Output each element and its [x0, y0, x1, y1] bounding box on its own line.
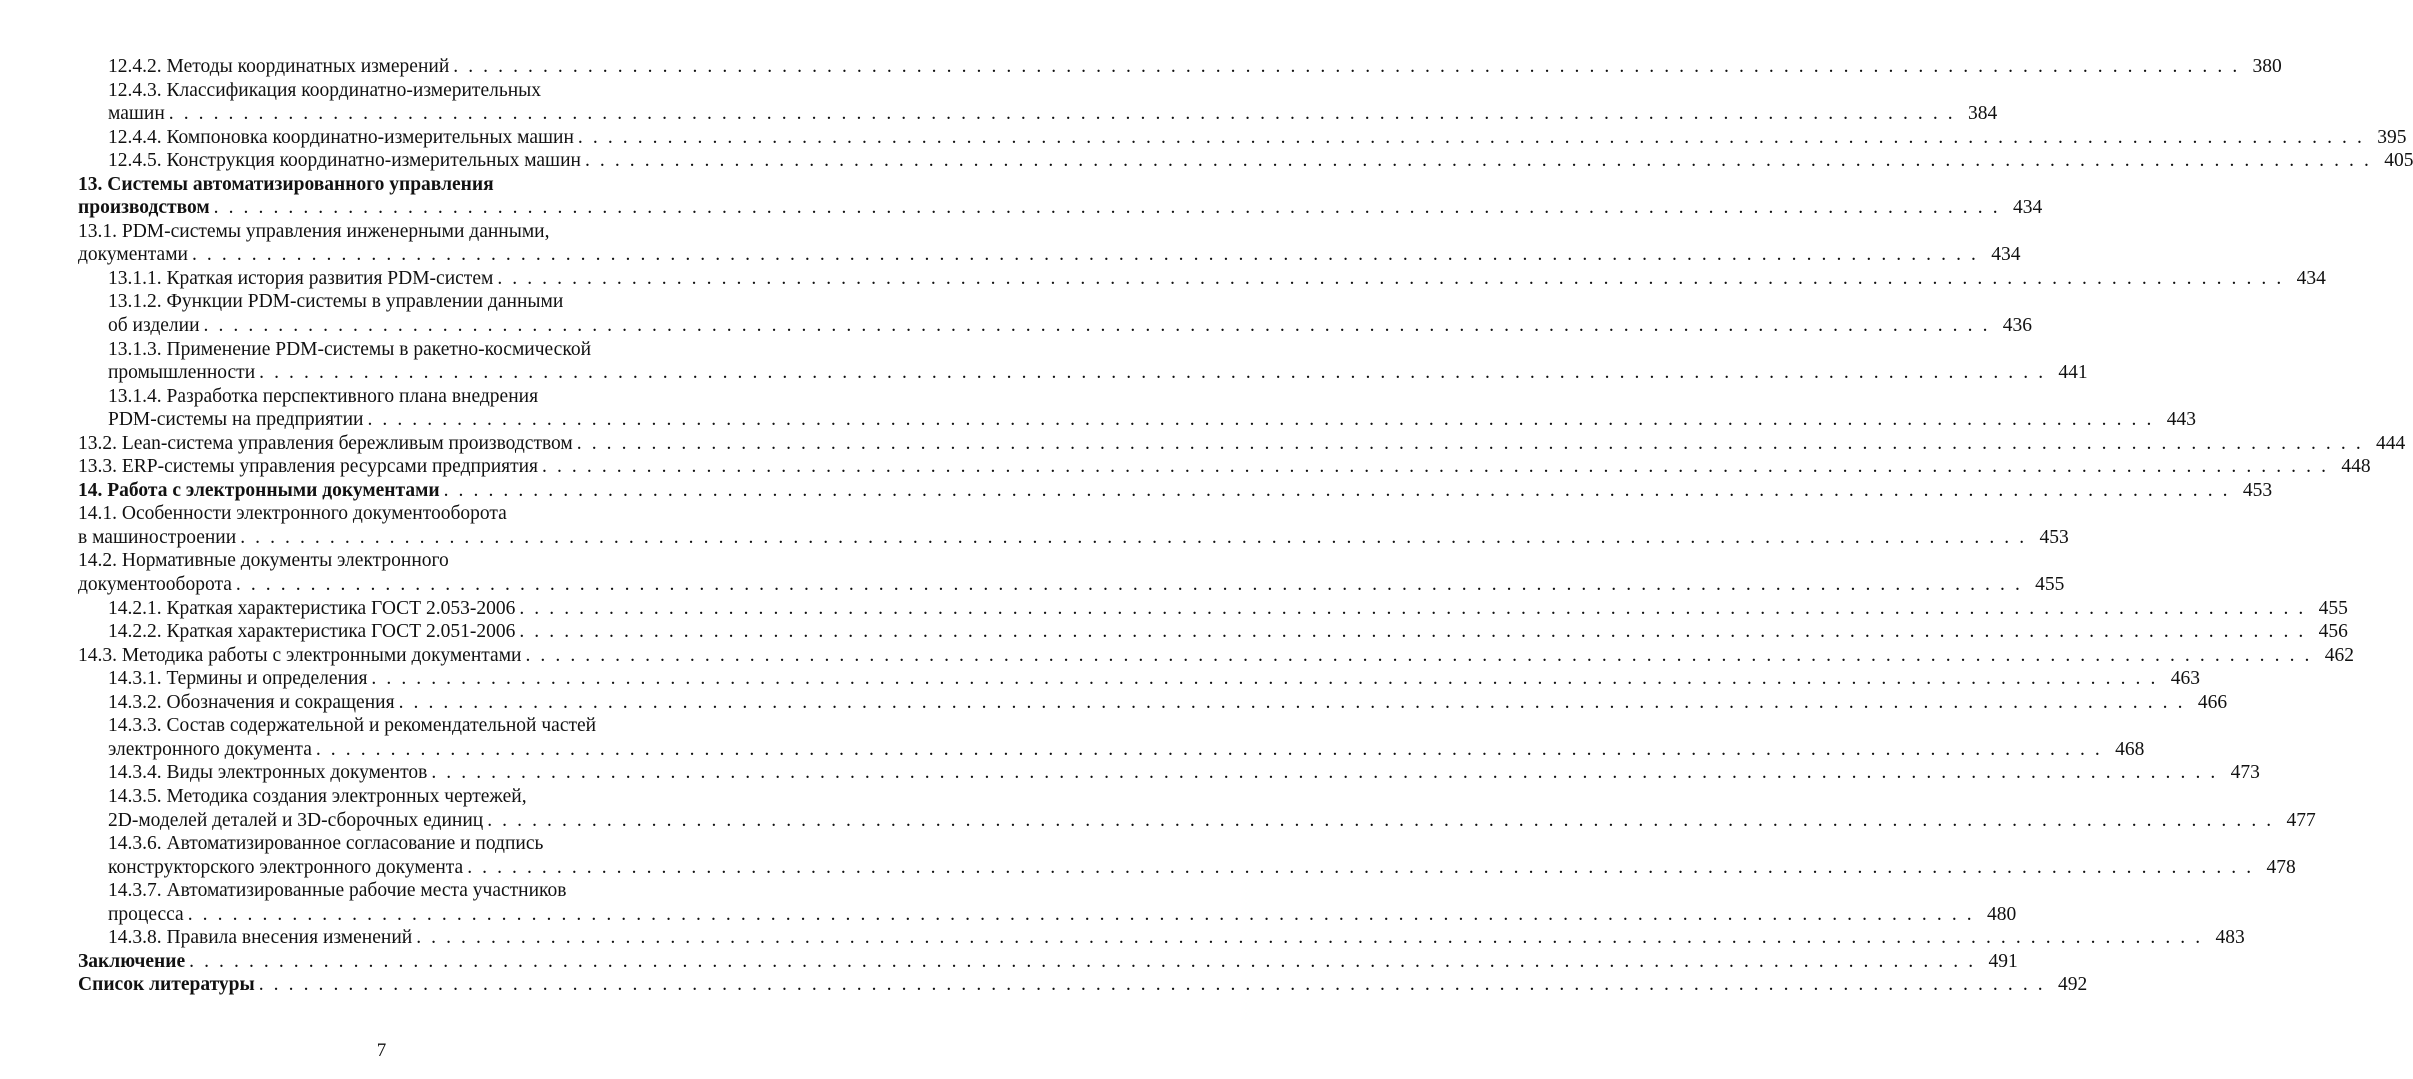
toc-entry-title: 12.4.5. Конструкция координатно-измерительных машин	[108, 150, 581, 172]
dot-leader: . . . . . . . . . . . . . . . . . . . . . . . . . . . . . . . . . . . . . . . . . . . . . . . . . . . . . . . . . . . . . . . . . . . . . . . . . . . . . . . . . . . . . . . . . . . . . . . . . . . . . . . . . . . . . . . . . . . . . . . .	[168, 103, 1956, 125]
dot-leader: . . . . . . . . . . . . . . . . . . . . . . . . . . . . . . . . . . . . . . . . . . . . . . . . . . . . . . . . . . . . . . . . . . . . . . . . . . . . . . . . . . . . . . . . . . . . . . . . . . . . . . . . . . . . . . . . . . . . . . . .	[371, 668, 2158, 690]
dot-leader: . . . . . . . . . . . . . . . . . . . . . . . . . . . . . . . . . . . . . . . . . . . . . . . . . . . . . . . . . . . . . . . . . . . . . . . . . . . . . . . . . . . . . . . . . . . . . . . . . . . . . . . . . . . . . . . . . . . . . . . .	[519, 621, 2306, 643]
dot-leader: . . . . . . . . . . . . . . . . . . . . . . . . . . . . . . . . . . . . . . . . . . . . . . . . . . . . . . . . . . . . . . . . . . . . . . . . . . . . . . . . . . . . . . . . . . . . . . . . . . . . . . . . . . . . . . . . . . . . . . . .	[416, 927, 2203, 949]
dot-leader: . . . . . . . . . . . . . . . . . . . . . . . . . . . . . . . . . . . . . . . . . . . . . . . . . . . . . . . . . . . . . . . . . . . . . . . . . . . . . . . . . . . . . . . . . . . . . . . . . . . . . . . . . . . . . . . . . . . . . . . .	[187, 903, 1975, 925]
toc-entry[interactable]	[78, 597, 2348, 621]
toc-entry[interactable]	[78, 502, 2069, 549]
dot-leader: . . . . . . . . . . . . . . . . . . . . . . . . . . . . . . . . . . . . . . . . . . . . . . . . . . . . . . . . . . . . . . . . . . . . . . . . . . . . . . . . . . . . . . . . . . . . . . . . . . . . . . . . . . . . . . . . . . . . . . . .	[497, 267, 2284, 289]
dot-leader: . . . . . . . . . . . . . . . . . . . . . . . . . . . . . . . . . . . . . . . . . . . . . . . . . . . . . . . . . . . . . . . . . . . . . . . . . . . . . . . . . . . . . . . . . . . . . . . . . . . . . . . . . . . . . . . . . . . . . . . .	[584, 150, 2372, 172]
toc-entry[interactable]	[78, 173, 2043, 220]
toc-entry[interactable]	[78, 126, 2407, 150]
toc-page-number: 395	[2377, 126, 2407, 148]
toc-entry-line	[78, 526, 2069, 550]
toc-entry-title: 14.3.1. Термины и определения	[108, 668, 368, 690]
dot-leader: . . . . . . . . . . . . . . . . . . . . . . . . . . . . . . . . . . . . . . . . . . . . . . . . . . . . . . . . . . . . . . . . . . . . . . . . . . . . . . . . . . . . . . . . . . . . . . . . . . . . . . . . . . . . . . . . . . . . . . . .	[259, 362, 2046, 384]
toc-entry-line	[78, 761, 2260, 785]
toc-page-number: 444	[2376, 432, 2406, 454]
toc-entry-line	[78, 667, 2200, 691]
toc-entry-title: в машиностроении	[78, 526, 237, 548]
toc-entry[interactable]	[78, 785, 2316, 832]
toc-entry-line	[78, 597, 2348, 621]
toc-page-number: 462	[2324, 644, 2354, 666]
toc-page-number: 441	[2058, 362, 2088, 384]
toc-entry-title: 13.1.2. Функции PDM-системы в управлении данными	[108, 291, 564, 313]
toc-page-number: 483	[2215, 927, 2245, 949]
toc-entry[interactable]	[78, 55, 2282, 79]
toc-entry[interactable]	[78, 267, 2326, 291]
dot-leader: . . . . . . . . . . . . . . . . . . . . . . . . . . . . . . . . . . . . . . . . . . . . . . . . . . . . . . . . . . . . . . . . . . . . . . . . . . . . . . . . . . . . . . . . . . . . . . . . . . . . . . . . . . . . . . . . . . . . . . . .	[367, 409, 2154, 431]
toc-entry[interactable]	[78, 950, 2018, 974]
toc-page-number: 443	[2166, 409, 2196, 431]
toc-entry-title: 14.3.6. Автоматизированное согласование и подпись	[108, 833, 544, 855]
dot-leader: . . . . . . . . . . . . . . . . . . . . . . . . . . . . . . . . . . . . . . . . . . . . . . . . . . . . . . . . . . . . . . . . . . . . . . . . . . . . . . . . . . . . . . . . . . . . . . . . . . . . . . . . . . . . . . . . . . . . . . . .	[453, 56, 2240, 77]
toc-page-number: 492	[2058, 974, 2088, 996]
toc-entry-title: 14.3.2. Обозначения и сокращения	[108, 691, 395, 713]
dot-leader: . . . . . . . . . . . . . . . . . . . . . . . . . . . . . . . . . . . . . . . . . . . . . . . . . . . . . . . . . . . . . . . . . . . . . . . . . . . . . . . . . . . . . . . . . . . . . . . . . . . . . . . . . . . . . . . . . . . . . . . .	[398, 691, 2186, 713]
toc-entry-line	[78, 220, 689, 244]
toc-entry-title: промышленности	[108, 362, 256, 384]
toc-entry-title: 14. Работа с электронными документами	[78, 479, 440, 501]
toc-entry-title: документами	[78, 244, 188, 266]
toc-entry-line	[78, 738, 2145, 762]
toc-entry-line	[78, 691, 2228, 715]
toc-entry[interactable]	[78, 667, 2200, 691]
toc-entry-title: производством	[78, 197, 210, 219]
toc-entry-line	[78, 243, 2021, 267]
toc-page-number: 478	[2266, 856, 2296, 878]
toc-entry-title: процесса	[108, 903, 184, 925]
toc-entry-title: 14.2.1. Краткая характеристика ГОСТ 2.053-2006	[108, 597, 516, 619]
toc-page-number: 456	[2318, 621, 2348, 643]
dot-leader: . . . . . . . . . . . . . . . . . . . . . . . . . . . . . . . . . . . . . . . . . . . . . . . . . . . . . . . . . . . . . . . . . . . . . . . . . . . . . . . . . . . . . . . . . . . . . . . . . . . . . . . . . . . . . . . . . . . . . . . .	[258, 974, 2046, 996]
toc-entry[interactable]	[78, 455, 2371, 479]
toc-entry-line	[78, 385, 689, 409]
toc-page-number: 380	[2252, 56, 2282, 77]
toc-entry[interactable]	[78, 879, 2017, 926]
dot-leader: . . . . . . . . . . . . . . . . . . . . . . . . . . . . . . . . . . . . . . . . . . . . . . . . . . . . . . . . . . . . . . . . . . . . . . . . . . . . . . . . . . . . . . . . . . . . . . . . . . . . . . . . . . . . . . . . . . . . . . . .	[203, 315, 1991, 337]
toc-entry[interactable]	[78, 691, 2228, 715]
toc-page-number: 455	[2035, 574, 2065, 596]
dot-leader: . . . . . . . . . . . . . . . . . . . . . . . . . . . . . . . . . . . . . . . . . . . . . . . . . . . . . . . . . . . . . . . . . . . . . . . . . . . . . . . . . . . . . . . . . . . . . . . . . . . . . . . . . . . . . . . . . . . . . . . .	[189, 950, 1976, 972]
toc-entry-line	[78, 856, 2296, 880]
toc-page-number: 434	[2012, 197, 2043, 219]
toc-entry[interactable]	[78, 149, 2413, 173]
toc-entry-title: 13.1.4. Разработка перспективного плана внедрения	[108, 385, 539, 407]
toc-entry-line	[78, 79, 689, 103]
toc-page-number: 468	[2115, 738, 2145, 760]
toc-page-number: 480	[1987, 903, 2017, 925]
toc-entry-title: 13. Системы автоматизированного управления	[78, 173, 494, 195]
toc-entry-title: 14.3.4. Виды электронных документов	[108, 762, 428, 784]
toc-entry-title: 14.2. Нормативные документы электронного	[78, 550, 449, 572]
table-of-contents	[78, 55, 2413, 997]
toc-entry-line	[78, 455, 2371, 479]
toc-page-number: 491	[1988, 950, 2018, 972]
toc-entry-title: Список литературы	[78, 974, 255, 996]
toc-entry[interactable]	[78, 479, 2273, 503]
toc-entry-title: 14.3.3. Состав содержательной и рекомендательной частей	[108, 715, 597, 737]
toc-entry-title: 12.4.4. Компоновка координатно-измерительных машин	[108, 126, 574, 148]
toc-entry-line	[78, 479, 2273, 503]
toc-entry-title: 14.3.8. Правила внесения изменений	[108, 927, 413, 949]
toc-entry[interactable]	[78, 926, 2245, 950]
toc-entry-line	[78, 809, 2316, 833]
toc-entry-title: 13.1. PDM-системы управления инженерными данными,	[78, 220, 550, 242]
toc-page-number: 473	[2230, 762, 2260, 784]
toc-entry-line	[78, 549, 689, 573]
toc-page-number: 455	[2318, 597, 2348, 619]
toc-entry-title: 13.2. Lean-система управления бережливым производством	[78, 432, 573, 454]
toc-entry-title: 2D-моделей деталей и 3D-сборочных единиц	[108, 809, 484, 831]
toc-page-number: 434	[2296, 267, 2326, 289]
toc-entry-title: 14.3.5. Методика создания электронных чертежей,	[108, 785, 527, 807]
toc-entry[interactable]	[78, 385, 2196, 432]
toc-entry[interactable]	[78, 79, 1998, 126]
toc-entry-title: машин	[108, 103, 165, 125]
toc-entry-line	[78, 832, 689, 856]
toc-entry-line	[78, 926, 2245, 950]
toc-entry[interactable]	[78, 432, 2406, 456]
toc-entry-title: 13.1.1. Краткая история развития PDM-систем	[108, 267, 494, 289]
toc-entry-line	[78, 267, 2326, 291]
toc-page-number: 477	[2286, 809, 2316, 831]
page-number: 7	[376, 1040, 387, 1061]
dot-leader: . . . . . . . . . . . . . . . . . . . . . . . . . . . . . . . . . . . . . . . . . . . . . . . . . . . . . . . . . . . . . . . . . . . . . . . . . . . . . . . . . . . . . . . . . . . . . . . . . . . . . . . . . . . . . . . . . . . . . . . .	[213, 197, 2001, 219]
toc-entry-line	[78, 432, 2406, 456]
toc-entry-title: 13.1.3. Применение PDM-системы в ракетно-космической	[108, 338, 592, 360]
toc-entry-title: 14.2.2. Краткая характеристика ГОСТ 2.051-2006	[108, 621, 516, 643]
toc-page-number: 466	[2197, 691, 2228, 713]
toc-entry-title: 12.4.2. Методы координатных измерений	[108, 56, 450, 77]
toc-entry-line	[78, 644, 2354, 668]
dot-leader: . . . . . . . . . . . . . . . . . . . . . . . . . . . . . . . . . . . . . . . . . . . . . . . . . . . . . . . . . . . . . . . . . . . . . . . . . . . . . . . . . . . . . . . . . . . . . . . . . . . . . . . . . . . . . . . . . . . . . . . .	[443, 479, 2231, 501]
toc-entry-line	[78, 290, 689, 314]
toc-entry[interactable]	[78, 620, 2348, 644]
toc-entry-title: 12.4.3. Классификация координатно-измерительных	[108, 79, 542, 101]
dot-leader: . . . . . . . . . . . . . . . . . . . . . . . . . . . . . . . . . . . . . . . . . . . . . . . . . . . . . . . . . . . . . . . . . . . . . . . . . . . . . . . . . . . . . . . . . . . . . . . . . . . . . . . . . . . . . . . . . . . . . . . .	[577, 126, 2365, 148]
toc-entry[interactable]	[78, 832, 2296, 879]
dot-leader: . . . . . . . . . . . . . . . . . . . . . . . . . . . . . . . . . . . . . . . . . . . . . . . . . . . . . . . . . . . . . . . . . . . . . . . . . . . . . . . . . . . . . . . . . . . . . . . . . . . . . . . . . . . . . . . . . . . . . . . .	[315, 738, 2103, 760]
toc-entry-title: конструкторского электронного документа	[108, 856, 464, 878]
toc-entry[interactable]	[78, 290, 2033, 337]
toc-entry-line	[78, 714, 689, 738]
toc-entry-line	[78, 361, 2088, 385]
toc-entry-line	[78, 879, 689, 903]
toc-entry-title: об изделии	[108, 315, 200, 337]
toc-entry[interactable]	[78, 644, 2354, 668]
toc-entry-line	[78, 149, 2413, 173]
toc-entry-line	[78, 502, 689, 526]
toc-page-number: 453	[2242, 479, 2273, 501]
toc-page-number: 434	[1991, 244, 2021, 266]
toc-entry-line	[78, 102, 1998, 126]
toc-entry-line	[78, 55, 2282, 79]
dot-leader: . . . . . . . . . . . . . . . . . . . . . . . . . . . . . . . . . . . . . . . . . . . . . . . . . . . . . . . . . . . . . . . . . . . . . . . . . . . . . . . . . . . . . . . . . . . . . . . . . . . . . . . . . . . . . . . . . . . . . . . .	[191, 244, 1979, 266]
toc-entry-title: 14.3.7. Автоматизированные рабочие места участников	[108, 880, 567, 902]
dot-leader: . . . . . . . . . . . . . . . . . . . . . . . . . . . . . . . . . . . . . . . . . . . . . . . . . . . . . . . . . . . . . . . . . . . . . . . . . . . . . . . . . . . . . . . . . . . . . . . . . . . . . . . . . . . . . . . . . . . . . . . .	[431, 762, 2218, 784]
toc-entry[interactable]	[78, 338, 2088, 385]
toc-entry-title: Заключение	[78, 950, 186, 972]
toc-entry-title: 14.3. Методика работы с электронными документами	[78, 644, 522, 666]
toc-entry[interactable]	[78, 220, 2021, 267]
dot-leader: . . . . . . . . . . . . . . . . . . . . . . . . . . . . . . . . . . . . . . . . . . . . . . . . . . . . . . . . . . . . . . . . . . . . . . . . . . . . . . . . . . . . . . . . . . . . . . . . . . . . . . . . . . . . . . . . . . . . . . . .	[542, 456, 2329, 478]
toc-entry-title: PDM-системы на предприятии	[108, 409, 364, 431]
dot-leader: . . . . . . . . . . . . . . . . . . . . . . . . . . . . . . . . . . . . . . . . . . . . . . . . . . . . . . . . . . . . . . . . . . . . . . . . . . . . . . . . . . . . . . . . . . . . . . . . . . . . . . . . . . . . . . . . . . . . . . . .	[467, 856, 2254, 878]
toc-entry-line	[78, 338, 689, 362]
dot-leader: . . . . . . . . . . . . . . . . . . . . . . . . . . . . . . . . . . . . . . . . . . . . . . . . . . . . . . . . . . . . . . . . . . . . . . . . . . . . . . . . . . . . . . . . . . . . . . . . . . . . . . . . . . . . . . . . . . . . . . . .	[240, 526, 2027, 548]
toc-entry-line	[78, 408, 2196, 432]
toc-entry-line	[78, 126, 2407, 150]
toc-entry-line	[78, 196, 2043, 220]
toc-entry-title: 14.1. Особенности электронного документооборота	[78, 503, 507, 525]
toc-entry-line	[78, 903, 2017, 927]
toc-page-number: 448	[2341, 456, 2371, 478]
toc-entry-line	[78, 620, 2348, 644]
toc-page-number: 436	[2002, 315, 2033, 337]
toc-entry[interactable]	[78, 714, 2145, 761]
toc-entry-line	[78, 950, 2018, 974]
toc-entry-title: документооборота	[78, 574, 232, 596]
toc-entry[interactable]	[78, 549, 2065, 596]
dot-leader: . . . . . . . . . . . . . . . . . . . . . . . . . . . . . . . . . . . . . . . . . . . . . . . . . . . . . . . . . . . . . . . . . . . . . . . . . . . . . . . . . . . . . . . . . . . . . . . . . . . . . . . . . . . . . . . . . . . . . . . .	[235, 574, 2023, 596]
toc-entry-title: электронного документа	[108, 738, 312, 760]
toc-entry-line	[78, 573, 2065, 597]
toc-page-number: 463	[2170, 668, 2200, 690]
toc-entry-line	[78, 973, 2088, 997]
toc-entry[interactable]	[78, 761, 2260, 785]
dot-leader: . . . . . . . . . . . . . . . . . . . . . . . . . . . . . . . . . . . . . . . . . . . . . . . . . . . . . . . . . . . . . . . . . . . . . . . . . . . . . . . . . . . . . . . . . . . . . . . . . . . . . . . . . . . . . . . . . . . . . . . .	[487, 809, 2274, 831]
toc-entry-line	[78, 314, 2033, 338]
dot-leader: . . . . . . . . . . . . . . . . . . . . . . . . . . . . . . . . . . . . . . . . . . . . . . . . . . . . . . . . . . . . . . . . . . . . . . . . . . . . . . . . . . . . . . . . . . . . . . . . . . . . . . . . . . . . . . . . . . . . . . . .	[519, 597, 2306, 619]
toc-entry[interactable]	[78, 973, 2088, 997]
toc-entry-line	[78, 173, 689, 197]
toc-page-number: 405	[2384, 150, 2413, 172]
toc-entry-line	[78, 785, 689, 809]
toc-entry-title: 13.3. ERP-системы управления ресурсами предприятия	[78, 456, 539, 478]
toc-page-number: 384	[1968, 103, 1998, 125]
dot-leader: . . . . . . . . . . . . . . . . . . . . . . . . . . . . . . . . . . . . . . . . . . . . . . . . . . . . . . . . . . . . . . . . . . . . . . . . . . . . . . . . . . . . . . . . . . . . . . . . . . . . . . . . . . . . . . . . . . . . . . . .	[576, 432, 2364, 454]
dot-leader: . . . . . . . . . . . . . . . . . . . . . . . . . . . . . . . . . . . . . . . . . . . . . . . . . . . . . . . . . . . . . . . . . . . . . . . . . . . . . . . . . . . . . . . . . . . . . . . . . . . . . . . . . . . . . . . . . . . . . . . .	[525, 644, 2312, 666]
toc-page-number: 453	[2039, 526, 2069, 548]
